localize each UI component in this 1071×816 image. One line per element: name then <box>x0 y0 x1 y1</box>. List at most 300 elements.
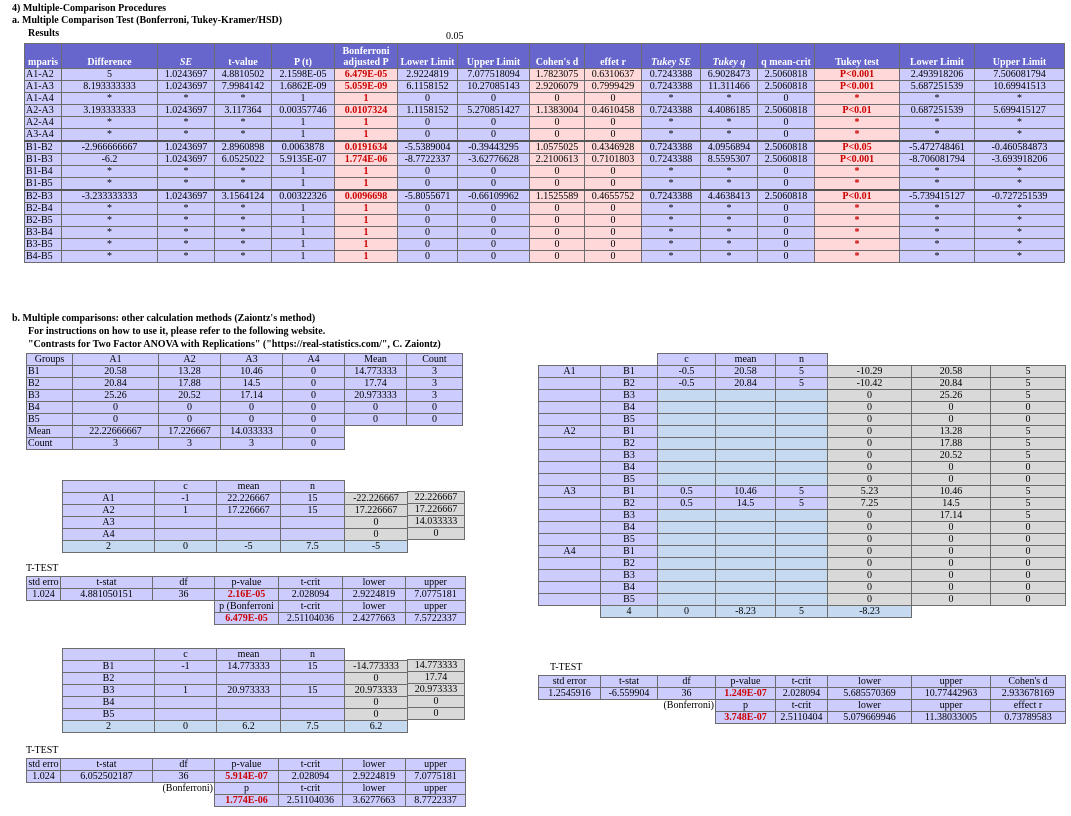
comparison-value: * <box>62 203 158 215</box>
factor-value <box>716 534 776 546</box>
column-header: df <box>658 676 716 688</box>
column-header: Difference <box>62 44 158 69</box>
ttest-row <box>539 688 1066 700</box>
ttest-value: 6.479E-05 <box>215 613 279 625</box>
comparison-value: 0 <box>458 178 530 191</box>
comparison-value: P<0.05 <box>815 141 900 154</box>
comparison-value: 1.0243697 <box>158 154 215 166</box>
factor-value: 5 <box>991 438 1066 450</box>
comparison-value: * <box>815 239 900 251</box>
comparison-value: -8.7722337 <box>398 154 458 166</box>
comparison-value: 0 <box>398 178 458 191</box>
factor-value <box>658 570 716 582</box>
column-header: A4 <box>283 354 345 366</box>
column-header <box>63 649 155 661</box>
contrast-cell: 17.226667 <box>217 505 281 517</box>
factor-row <box>539 558 1066 570</box>
header-row <box>408 648 465 660</box>
factor-row <box>539 594 1066 606</box>
contrast-row <box>63 697 408 709</box>
factor-value: 0 <box>828 510 912 522</box>
comparison-value: * <box>975 227 1065 239</box>
contrast-cell: 0 <box>408 528 465 540</box>
group-cell: 22.22666667 <box>73 426 159 438</box>
comparison-value: * <box>642 239 701 251</box>
ttest-value: 5.079669946 <box>828 712 912 724</box>
comparison-value: * <box>900 227 975 239</box>
contrast-cell <box>408 540 465 552</box>
comparison-value: 5.699415127 <box>975 105 1065 117</box>
factor-value <box>716 402 776 414</box>
ttest-row <box>539 712 1066 724</box>
group-cell: Mean <box>27 426 73 438</box>
contrast-cell: 7.5 <box>281 721 345 733</box>
contrast-cell: 0 <box>345 529 408 541</box>
comparison-value: 0 <box>458 203 530 215</box>
factor-value: 0 <box>912 534 991 546</box>
contrast-cell <box>281 529 345 541</box>
factor-row <box>539 582 1066 594</box>
comparison-value: 2.5060818 <box>758 141 815 154</box>
comparison-value: * <box>975 129 1065 142</box>
factor-value: 0 <box>991 534 1066 546</box>
factor-value: 5 <box>991 486 1066 498</box>
factor-value: 0 <box>828 522 912 534</box>
group-cell <box>407 438 463 450</box>
comparison-value: 0 <box>458 227 530 239</box>
comparison-value: * <box>62 117 158 129</box>
comparison-value: 0.0107324 <box>335 105 398 117</box>
ttest-value: 7.0775181 <box>406 589 466 601</box>
contrast-cell: B1 <box>63 661 155 673</box>
comparison-row <box>25 215 1065 227</box>
factor-value: 20.52 <box>912 450 991 462</box>
comparison-value: 2.5060818 <box>758 69 815 81</box>
comparison-value: 0 <box>398 251 458 263</box>
contrast-row <box>408 540 465 552</box>
header-row <box>63 649 408 661</box>
comparison-value: 0.4655752 <box>585 190 642 203</box>
spacer <box>61 601 153 613</box>
comparison-value: 0 <box>585 251 642 263</box>
factor-value <box>658 414 716 426</box>
comparison-value: 3.117364 <box>215 105 272 117</box>
comparison-value: 0 <box>585 117 642 129</box>
comparison-value: 1 <box>272 166 335 178</box>
contrast-cell <box>281 709 345 721</box>
contrast-cell: 1 <box>155 505 217 517</box>
contrast-cell: 2 <box>63 721 155 733</box>
comparison-value: * <box>62 215 158 227</box>
group-cell: 3 <box>73 438 159 450</box>
comparison-label: B2-B5 <box>25 215 62 227</box>
factor-a-label: A2 <box>539 426 601 438</box>
comparison-label: A1-A4 <box>25 93 62 105</box>
column-header: lower <box>343 759 406 771</box>
factor-value: 0 <box>828 462 912 474</box>
column-header: mparis <box>25 44 62 69</box>
column-header: n <box>281 649 345 661</box>
comparison-value: * <box>158 239 215 251</box>
group-cell <box>345 438 407 450</box>
contrast-cell <box>155 673 217 685</box>
factor-a-label <box>539 414 601 426</box>
factor-a-label <box>539 510 601 522</box>
ttest-value: 8.7722337 <box>406 795 466 807</box>
comparison-value: 2.8960898 <box>215 141 272 154</box>
factor-b-label: B1 <box>601 486 658 498</box>
contrast-cell: 0 <box>408 708 465 720</box>
factor-row <box>539 534 1066 546</box>
contrast-row <box>63 673 408 685</box>
column-header: A3 <box>221 354 283 366</box>
comparison-value: 1.774E-06 <box>335 154 398 166</box>
column-header: std erro <box>28 759 59 770</box>
comparison-value: 0 <box>398 93 458 105</box>
contrast-row <box>63 529 408 541</box>
factor-value <box>716 438 776 450</box>
ttest-value: 1.024 <box>27 771 61 783</box>
column-header <box>828 354 912 366</box>
contrast-cell: 15 <box>281 493 345 505</box>
column-header <box>345 481 408 493</box>
factor-value <box>658 534 716 546</box>
factor-value <box>716 462 776 474</box>
ttest-c-table <box>538 675 1066 724</box>
comparison-label: A3-A4 <box>25 129 62 142</box>
group-cell: 0 <box>283 438 345 450</box>
comparison-value: 6.479E-05 <box>335 69 398 81</box>
factor-value: 0 <box>828 570 912 582</box>
factor-value: 5 <box>776 486 828 498</box>
comparison-value: * <box>215 251 272 263</box>
factor-b-label: B3 <box>601 390 658 402</box>
comparison-value: 1.1383004 <box>530 105 585 117</box>
comparison-value: * <box>975 93 1065 105</box>
comparison-value: 6.0525022 <box>215 154 272 166</box>
column-header: p-value <box>215 577 279 589</box>
comparison-value: 4.4638413 <box>701 190 758 203</box>
comparison-value: 1.0575025 <box>530 141 585 154</box>
contrast-cell: -1 <box>155 661 217 673</box>
ttest-row <box>27 795 466 807</box>
column-header: std erro <box>28 577 59 588</box>
comparison-value: * <box>900 117 975 129</box>
contrast-cell: 15 <box>281 505 345 517</box>
contrast-cell: 14.773333 <box>408 660 465 672</box>
contrast-row <box>408 528 465 540</box>
comparison-value: * <box>158 251 215 263</box>
column-header: t-stat <box>61 577 153 589</box>
comparison-value: 0 <box>585 215 642 227</box>
spacer <box>61 795 153 807</box>
comparison-value: 5 <box>62 69 158 81</box>
comparison-value: * <box>975 251 1065 263</box>
column-header: lower <box>828 676 912 688</box>
comparison-label: B2-B3 <box>25 190 62 203</box>
contrast-cell: 2 <box>63 541 155 553</box>
comparison-value: 0 <box>585 178 642 191</box>
comparison-value: * <box>900 251 975 263</box>
factor-value <box>776 546 828 558</box>
comparison-row <box>25 141 1065 154</box>
column-header: lower <box>343 783 406 795</box>
contrast-row <box>63 517 408 529</box>
comparison-value: -2.966666667 <box>62 141 158 154</box>
comparison-value: * <box>815 129 900 142</box>
factor-value: 20.84 <box>716 378 776 390</box>
spacer <box>27 795 61 807</box>
group-row <box>27 390 463 402</box>
factor-value: 20.58 <box>716 366 776 378</box>
factor-a-label <box>539 582 601 594</box>
comparison-row <box>25 154 1065 166</box>
spacer <box>153 601 215 613</box>
comparison-value: -0.66109962 <box>458 190 530 203</box>
comparison-value: * <box>701 251 758 263</box>
factor-a-label <box>539 438 601 450</box>
header-row <box>539 354 1066 366</box>
comparison-value: * <box>900 129 975 142</box>
factor-value <box>716 522 776 534</box>
comparison-value: * <box>642 251 701 263</box>
column-header: SE <box>158 44 215 69</box>
group-cell: 0 <box>73 414 159 426</box>
comparison-label: B2-B4 <box>25 203 62 215</box>
comparison-value: * <box>62 251 158 263</box>
factor-a-label <box>539 402 601 414</box>
comparison-label: B1-B5 <box>25 178 62 191</box>
column-header: A2 <box>159 354 221 366</box>
contrast-cell: 17.226667 <box>345 505 408 517</box>
comparison-value: * <box>642 203 701 215</box>
group-cell: 0 <box>283 414 345 426</box>
comparison-value: * <box>900 93 975 105</box>
factor-value: -0.5 <box>658 366 716 378</box>
ttest-value: 1.249E-07 <box>716 688 776 700</box>
factor-value: -8.23 <box>828 606 912 618</box>
comparison-value: 0.687251539 <box>900 105 975 117</box>
header-row <box>63 481 408 493</box>
comparison-value: 1.1158152 <box>398 105 458 117</box>
factor-value <box>716 414 776 426</box>
contrast-cell: 1 <box>155 685 217 697</box>
comparison-value: * <box>815 117 900 129</box>
factor-value <box>716 474 776 486</box>
comparison-value: 0.7243388 <box>642 141 701 154</box>
comparison-value: 2.493918206 <box>900 69 975 81</box>
factor-row <box>539 474 1066 486</box>
comparison-value: * <box>158 166 215 178</box>
comparison-value: -3.62776628 <box>458 154 530 166</box>
factor-value <box>912 606 991 618</box>
contrast-row <box>63 685 408 697</box>
comparison-value: 1.6862E-09 <box>272 81 335 93</box>
factor-value: 0 <box>828 594 912 606</box>
comparison-row <box>25 239 1065 251</box>
group-cell: 3 <box>221 438 283 450</box>
comparison-value: 0 <box>398 166 458 178</box>
section-heading: 4) Multiple-Comparison Procedures <box>12 3 167 14</box>
comparison-value: 10.27085143 <box>458 81 530 93</box>
comparison-value: 7.077518094 <box>458 69 530 81</box>
comparison-value: 3.1564124 <box>215 190 272 203</box>
ttest-header-row <box>27 577 466 589</box>
comparison-value: 0 <box>530 129 585 142</box>
factor-value <box>776 474 828 486</box>
factor-value: 5 <box>776 498 828 510</box>
factor-value <box>776 582 828 594</box>
factor-b-label: B2 <box>601 438 658 450</box>
comparison-value: * <box>215 178 272 191</box>
column-header <box>991 354 1066 366</box>
ttest-row <box>27 771 466 783</box>
factor-value <box>716 450 776 462</box>
comparison-value: 0 <box>458 117 530 129</box>
comparison-value: -0.39443295 <box>458 141 530 154</box>
factor-b-label: B1 <box>601 366 658 378</box>
ttest-header-row <box>27 783 466 795</box>
contrast-cell: 0 <box>345 517 408 529</box>
contrast-cell: A2 <box>63 505 155 517</box>
factor-value <box>716 426 776 438</box>
comparison-value: 2.9206079 <box>530 81 585 93</box>
factor-value <box>776 558 828 570</box>
ttest-value: -6.559904 <box>601 688 658 700</box>
spacer <box>658 712 716 724</box>
contrast-cell: B2 <box>63 673 155 685</box>
comparison-value: 1 <box>272 227 335 239</box>
factor-a-label: A4 <box>539 546 601 558</box>
comparison-value: 0 <box>585 227 642 239</box>
comparison-value: 2.9224819 <box>398 69 458 81</box>
factor-value <box>658 426 716 438</box>
comparison-value: 2.1598E-05 <box>272 69 335 81</box>
factor-b-label: B4 <box>601 522 658 534</box>
factor-value: 17.88 <box>912 438 991 450</box>
comparison-value: * <box>701 239 758 251</box>
comparison-value: * <box>215 129 272 142</box>
factor-value <box>658 594 716 606</box>
comparison-value: * <box>701 129 758 142</box>
comparison-value: -5.8055671 <box>398 190 458 203</box>
comparison-label: A2-A4 <box>25 117 62 129</box>
factor-row <box>539 498 1066 510</box>
contrast-cell: B5 <box>63 709 155 721</box>
column-header <box>601 354 658 366</box>
factor-value <box>658 546 716 558</box>
factor-value: 5 <box>991 366 1066 378</box>
spacer <box>61 783 153 795</box>
ttest-header-row <box>539 700 1066 712</box>
group-cell: B4 <box>27 402 73 414</box>
comparison-value: 0 <box>585 239 642 251</box>
subsection-b-heading: b. Multiple comparisons: other calculation methods (Zaiontz's method) <box>12 313 316 324</box>
comparison-value: 1.1525589 <box>530 190 585 203</box>
comparison-value: 1 <box>335 129 398 142</box>
ttest-value: 2.5110404 <box>776 712 828 724</box>
column-header: mean <box>716 354 776 366</box>
group-cell: 14.773333 <box>345 366 407 378</box>
group-cell: 3 <box>159 438 221 450</box>
column-header: p <box>215 783 279 795</box>
contrast-cell: A1 <box>63 493 155 505</box>
factor-value <box>776 510 828 522</box>
factor-row <box>539 486 1066 498</box>
comparison-value: 1 <box>335 166 398 178</box>
comparison-value: 0.00357746 <box>272 105 335 117</box>
factor-b-label: B5 <box>601 534 658 546</box>
column-header: Tukey q <box>701 44 758 69</box>
factor-value: 0 <box>991 522 1066 534</box>
factor-value: 0 <box>828 582 912 594</box>
factor-b-label: B4 <box>601 462 658 474</box>
factor-value: 0 <box>828 558 912 570</box>
group-cell: 0 <box>283 366 345 378</box>
column-header: Cohen's d <box>991 676 1066 688</box>
factor-value: 0 <box>912 570 991 582</box>
factor-a-label <box>539 522 601 534</box>
comparison-value: 0 <box>758 215 815 227</box>
spacer <box>153 795 215 807</box>
comparison-value: 2.5060818 <box>758 105 815 117</box>
column-header: c <box>658 354 716 366</box>
factor-value <box>991 606 1066 618</box>
spacer <box>601 712 658 724</box>
factor-value: 0 <box>912 522 991 534</box>
contrast-cell <box>408 720 465 732</box>
comparison-value: * <box>158 227 215 239</box>
contrast-cell: 0 <box>345 697 408 709</box>
comparison-value: * <box>900 166 975 178</box>
contrast-cell: 14.033333 <box>408 516 465 528</box>
comparison-value: 1 <box>272 178 335 191</box>
group-cell: 17.226667 <box>159 426 221 438</box>
contrast-cell: B4 <box>63 697 155 709</box>
comparison-value: 0 <box>458 215 530 227</box>
factor-value: 0.5 <box>658 486 716 498</box>
column-header: Cohen's d <box>530 44 585 69</box>
group-cell: 0 <box>159 402 221 414</box>
comparison-value: 1 <box>335 251 398 263</box>
factor-value: 0 <box>912 462 991 474</box>
comparison-value: * <box>215 239 272 251</box>
column-header: upper <box>406 577 466 589</box>
contrast-cell: 15 <box>281 685 345 697</box>
comparison-value: * <box>815 203 900 215</box>
factor-a-label <box>539 606 601 618</box>
group-row <box>27 378 463 390</box>
factor-value <box>776 462 828 474</box>
comparison-value: * <box>642 129 701 142</box>
contrast-cell: 20.973333 <box>217 685 281 697</box>
comparison-value: * <box>975 239 1065 251</box>
ttest-value: 4.881050151 <box>61 589 153 601</box>
contrast-cell: 15 <box>281 661 345 673</box>
column-header: p-value <box>716 676 776 688</box>
factor-value: 0 <box>991 402 1066 414</box>
factor-value: 17.14 <box>912 510 991 522</box>
spacer <box>61 613 153 625</box>
group-cell: B5 <box>27 414 73 426</box>
comparison-value: 0 <box>758 239 815 251</box>
factor-value <box>716 546 776 558</box>
factor-value: 5 <box>991 450 1066 462</box>
comparison-value: * <box>642 178 701 191</box>
column-header: std error <box>539 676 601 688</box>
comparison-row <box>25 93 1065 105</box>
comparison-value: 1.0243697 <box>158 105 215 117</box>
